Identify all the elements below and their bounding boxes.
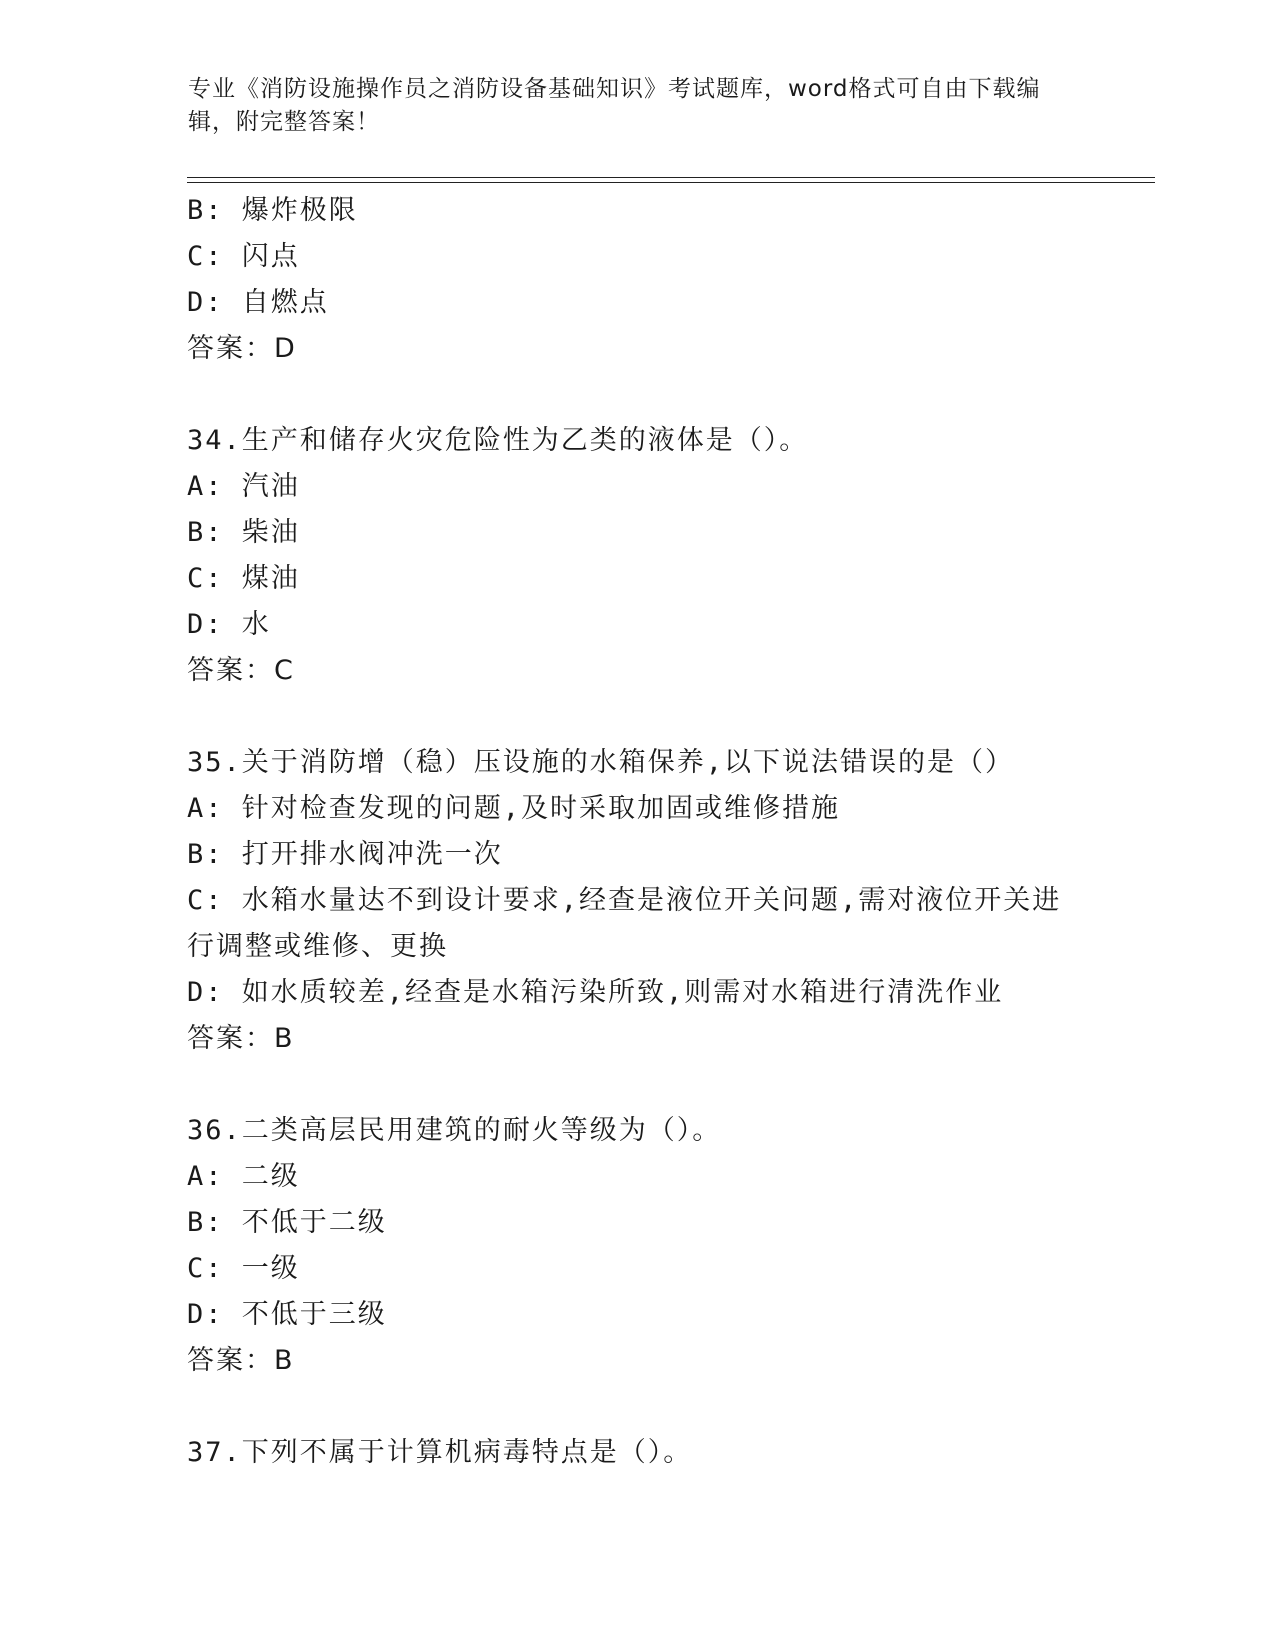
option-d: D: 如水质较差,经查是水箱污染所致,则需对水箱进行清洗作业 <box>187 977 1004 1008</box>
option-d: D: 水 <box>187 609 271 640</box>
question-36 <box>187 1108 1087 1384</box>
document-header: 专业《消防设施操作员之消防设备基础知识》考试题库，word格式可自由下载编辑，附完整答案！ <box>188 76 1041 135</box>
header-divider-bottom <box>187 182 1155 183</box>
question-37 <box>187 1430 1087 1476</box>
option-d: D: 自燃点 <box>187 287 329 318</box>
question-list <box>187 188 1087 1476</box>
option-b: B: 爆炸极限 <box>187 195 358 226</box>
answer: 答案：D <box>187 333 297 364</box>
question-text: 34.生产和储存火灾危险性为乙类的液体是（）。 <box>187 425 809 456</box>
question-35 <box>187 740 1087 1062</box>
option-d: D: 不低于三级 <box>187 1299 387 1330</box>
option-b: B: 不低于二级 <box>187 1207 387 1238</box>
spacer <box>187 1062 1087 1108</box>
option-c: C: 煤油 <box>187 563 300 594</box>
option-a: A: 汽油 <box>187 471 300 502</box>
answer: 答案：B <box>187 1023 295 1054</box>
option-c: C: 水箱水量达不到设计要求,经查是液位开关问题,需对液位开关进行调整或维修、更换 <box>187 885 1062 962</box>
option-b: B: 打开排水阀冲洗一次 <box>187 839 503 870</box>
question-text: 36.二类高层民用建筑的耐火等级为（）。 <box>187 1115 722 1146</box>
question-text: 35.关于消防增（稳）压设施的水箱保养,以下说法错误的是（） <box>187 747 1015 778</box>
answer: 答案：B <box>187 1345 295 1376</box>
answer: 答案：C <box>187 655 295 686</box>
question-text: 37.下列不属于计算机病毒特点是（）。 <box>187 1437 693 1468</box>
option-b: B: 柴油 <box>187 517 300 548</box>
option-a: A: 针对检查发现的问题,及时采取加固或维修措施 <box>187 793 841 824</box>
spacer <box>187 1384 1087 1430</box>
option-a: A: 二级 <box>187 1161 300 1192</box>
question-34 <box>187 418 1087 694</box>
option-c: C: 闪点 <box>187 241 300 272</box>
header-divider-top <box>187 177 1155 178</box>
spacer <box>187 372 1087 418</box>
question-33-continued <box>187 188 1087 372</box>
option-c: C: 一级 <box>187 1253 300 1284</box>
spacer <box>187 694 1087 740</box>
